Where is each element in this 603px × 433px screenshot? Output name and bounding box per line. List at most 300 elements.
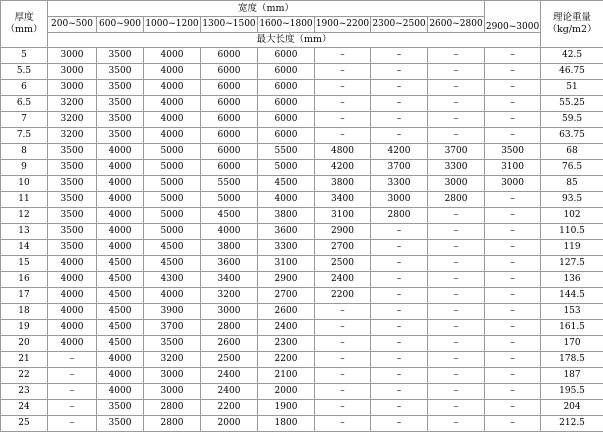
max-length-cell: – — [485, 96, 541, 112]
max-length-cell: – — [485, 80, 541, 96]
max-length-cell: – — [428, 112, 485, 128]
max-length-cell: 2700 — [258, 288, 315, 304]
max-length-cell: 3500 — [48, 160, 97, 176]
max-length-cell: 2400 — [258, 320, 315, 336]
max-length-cell: 2600 — [201, 336, 258, 352]
max-length-cell: 3800 — [258, 208, 315, 224]
max-length-cell: 5500 — [258, 144, 315, 160]
max-length-cell: 3300 — [258, 240, 315, 256]
max-length-cell: – — [371, 320, 428, 336]
max-length-cell: 5000 — [144, 208, 201, 224]
max-length-cell: 6000 — [201, 112, 258, 128]
max-length-cell: 3700 — [428, 144, 485, 160]
max-length-cell: 4000 — [144, 128, 201, 144]
max-length-cell: 4200 — [315, 160, 371, 176]
max-length-cell: – — [315, 368, 371, 384]
max-length-cell: – — [485, 320, 541, 336]
max-length-cell: 3900 — [144, 304, 201, 320]
width-range-8: 2600~2800 — [428, 17, 485, 33]
max-length-cell: – — [485, 272, 541, 288]
max-length-cell: 2800 — [371, 208, 428, 224]
width-range-9: 2900~3000 — [485, 1, 541, 33]
max-length-cell: 3600 — [201, 256, 258, 272]
max-length-cell: – — [315, 48, 371, 64]
width-range-2: 600~900 — [97, 17, 144, 33]
weight-cell: 212.5 — [541, 416, 603, 432]
max-length-cell: – — [428, 304, 485, 320]
max-length-cell: 3500 — [97, 96, 144, 112]
thickness-cell: 12 — [1, 208, 48, 224]
max-length-cell: – — [371, 368, 428, 384]
max-length-cell: 4000 — [144, 288, 201, 304]
max-length-cell: 4000 — [97, 352, 144, 368]
max-length-cell: 3400 — [201, 272, 258, 288]
max-length-cell: 3500 — [97, 48, 144, 64]
weight-cell: 178.5 — [541, 352, 603, 368]
table-row — [1, 176, 603, 192]
table-row — [1, 80, 603, 96]
max-length-cell: 2700 — [315, 240, 371, 256]
thickness-cell: 5 — [1, 48, 48, 64]
max-length-cell: – — [485, 64, 541, 80]
max-length-cell: 3100 — [485, 160, 541, 176]
max-length-cell: 2900 — [315, 224, 371, 240]
max-length-cell: 4500 — [144, 256, 201, 272]
max-length-cell: – — [485, 416, 541, 432]
weight-cell: 85 — [541, 176, 603, 192]
max-length-cell: 4500 — [97, 304, 144, 320]
max-length-cell: 6000 — [258, 80, 315, 96]
max-length-cell: 2000 — [201, 416, 258, 432]
max-length-cell: 3700 — [144, 320, 201, 336]
max-length-cell: 3500 — [97, 112, 144, 128]
weight-cell: 76.5 — [541, 160, 603, 176]
table-row — [1, 192, 603, 208]
thickness-cell: 15 — [1, 256, 48, 272]
max-length-cell: 6000 — [201, 128, 258, 144]
max-length-cell: – — [428, 320, 485, 336]
max-length-cell: 3500 — [97, 64, 144, 80]
weight-header: 理论重量 （kg/m2） — [541, 1, 603, 48]
max-length-cell: 3500 — [48, 224, 97, 240]
max-length-cell: 4500 — [97, 336, 144, 352]
max-length-cell: 3200 — [48, 112, 97, 128]
max-length-cell: 2600 — [258, 304, 315, 320]
max-length-header: 最大长度（mm） — [48, 33, 541, 48]
thickness-cell: 8 — [1, 144, 48, 160]
table-row — [1, 352, 603, 368]
max-length-cell: – — [371, 304, 428, 320]
max-length-cell: – — [48, 400, 97, 416]
max-length-cell: 5000 — [201, 192, 258, 208]
max-length-cell: 4000 — [48, 288, 97, 304]
weight-cell: 161.5 — [541, 320, 603, 336]
max-length-cell: 6000 — [258, 64, 315, 80]
max-length-cell: 3500 — [48, 240, 97, 256]
max-length-cell: – — [371, 272, 428, 288]
max-length-cell: 3300 — [371, 176, 428, 192]
max-length-cell: 6000 — [201, 48, 258, 64]
max-length-cell: – — [315, 96, 371, 112]
max-length-cell: 3100 — [315, 208, 371, 224]
thickness-cell: 21 — [1, 352, 48, 368]
thickness-cell: 7.5 — [1, 128, 48, 144]
thickness-cell: 5.5 — [1, 64, 48, 80]
max-length-cell: 4000 — [48, 304, 97, 320]
table-row — [1, 320, 603, 336]
weight-cell: 51 — [541, 80, 603, 96]
max-length-cell: 3500 — [97, 80, 144, 96]
max-length-cell: 4800 — [315, 144, 371, 160]
max-length-cell: – — [428, 96, 485, 112]
max-length-cell: 4000 — [48, 256, 97, 272]
max-length-cell: 6000 — [201, 144, 258, 160]
table-row — [1, 304, 603, 320]
max-length-cell: 3500 — [97, 416, 144, 432]
width-range-6: 1900~2200 — [315, 17, 371, 33]
max-length-cell: – — [428, 80, 485, 96]
max-length-cell: 4500 — [97, 272, 144, 288]
max-length-cell: – — [485, 288, 541, 304]
max-length-cell: – — [371, 256, 428, 272]
max-length-cell: – — [48, 352, 97, 368]
max-length-cell: – — [315, 336, 371, 352]
max-length-cell: – — [371, 96, 428, 112]
max-length-cell: 6000 — [258, 48, 315, 64]
max-length-cell: 6000 — [258, 128, 315, 144]
max-length-cell: – — [428, 336, 485, 352]
width-header: 宽度（mm） — [48, 1, 485, 17]
max-length-cell: 3700 — [371, 160, 428, 176]
thickness-cell: 18 — [1, 304, 48, 320]
max-length-cell: 4000 — [97, 192, 144, 208]
max-length-cell: – — [315, 304, 371, 320]
max-length-cell: 2200 — [258, 352, 315, 368]
max-length-cell: 3500 — [48, 208, 97, 224]
thickness-cell: 14 — [1, 240, 48, 256]
table-row — [1, 48, 603, 64]
max-length-cell: 3500 — [48, 144, 97, 160]
max-length-cell: 2500 — [201, 352, 258, 368]
table-row — [1, 384, 603, 400]
max-length-cell: 4500 — [258, 176, 315, 192]
max-length-cell: – — [428, 384, 485, 400]
max-length-cell: 2300 — [258, 336, 315, 352]
max-length-cell: – — [315, 320, 371, 336]
thickness-cell: 11 — [1, 192, 48, 208]
max-length-cell: 2400 — [201, 384, 258, 400]
max-length-cell: – — [485, 352, 541, 368]
max-length-cell: 1900 — [258, 400, 315, 416]
thickness-cell: 20 — [1, 336, 48, 352]
max-length-cell: 3500 — [144, 336, 201, 352]
weight-cell: 63.75 — [541, 128, 603, 144]
max-length-cell: 3800 — [201, 240, 258, 256]
thickness-cell: 19 — [1, 320, 48, 336]
max-length-cell: – — [371, 400, 428, 416]
thickness-cell: 6.5 — [1, 96, 48, 112]
max-length-cell: 2400 — [201, 368, 258, 384]
max-length-cell: 5000 — [144, 224, 201, 240]
table-row — [1, 400, 603, 416]
max-length-cell: 4000 — [201, 224, 258, 240]
max-length-cell: 4000 — [48, 272, 97, 288]
max-length-cell: 4000 — [48, 336, 97, 352]
thickness-header: 厚度 （mm） — [1, 1, 48, 48]
weight-cell: 68 — [541, 144, 603, 160]
max-length-cell: 3000 — [371, 192, 428, 208]
max-length-cell: 4000 — [97, 208, 144, 224]
table-row — [1, 336, 603, 352]
table-row — [1, 160, 603, 176]
table-row — [1, 144, 603, 160]
max-length-cell: – — [485, 368, 541, 384]
max-length-cell: 3000 — [144, 368, 201, 384]
width-range-5: 1600~1800 — [258, 17, 315, 33]
max-length-cell: – — [428, 128, 485, 144]
max-length-cell: 5500 — [201, 176, 258, 192]
max-length-cell: 4000 — [144, 80, 201, 96]
max-length-cell: – — [428, 48, 485, 64]
max-length-cell: 6000 — [258, 112, 315, 128]
max-length-cell: – — [428, 256, 485, 272]
max-length-cell: – — [428, 368, 485, 384]
max-length-cell: 3200 — [144, 352, 201, 368]
table-row — [1, 128, 603, 144]
width-range-7: 2300~2500 — [371, 17, 428, 33]
weight-cell: 42.5 — [541, 48, 603, 64]
max-length-cell: 3000 — [428, 176, 485, 192]
max-length-cell: 5000 — [144, 192, 201, 208]
max-length-cell: 5000 — [258, 160, 315, 176]
max-length-cell: – — [315, 400, 371, 416]
max-length-cell: 4000 — [97, 368, 144, 384]
max-length-cell: 2200 — [201, 400, 258, 416]
max-length-cell: 3300 — [428, 160, 485, 176]
max-length-cell: 3000 — [485, 176, 541, 192]
thickness-cell: 17 — [1, 288, 48, 304]
weight-cell: 127.5 — [541, 256, 603, 272]
max-length-cell: – — [371, 48, 428, 64]
max-length-cell: – — [371, 64, 428, 80]
max-length-cell: – — [315, 352, 371, 368]
weight-cell: 187 — [541, 368, 603, 384]
max-length-cell: – — [48, 368, 97, 384]
max-length-cell: 3500 — [48, 176, 97, 192]
max-length-cell: 5000 — [144, 160, 201, 176]
max-length-cell: 3000 — [48, 80, 97, 96]
max-length-cell: 4000 — [97, 176, 144, 192]
max-length-cell: – — [371, 224, 428, 240]
weight-cell: 144.5 — [541, 288, 603, 304]
weight-cell: 46.75 — [541, 64, 603, 80]
weight-cell: 170 — [541, 336, 603, 352]
max-length-cell: 2800 — [144, 400, 201, 416]
max-length-cell: 4000 — [97, 160, 144, 176]
weight-cell: 102 — [541, 208, 603, 224]
thickness-cell: 10 — [1, 176, 48, 192]
max-length-cell: – — [371, 416, 428, 432]
max-length-cell: 4000 — [97, 240, 144, 256]
weight-cell: 195.5 — [541, 384, 603, 400]
weight-cell: 136 — [541, 272, 603, 288]
max-length-cell: – — [315, 64, 371, 80]
max-length-cell: – — [428, 208, 485, 224]
max-length-cell: – — [315, 80, 371, 96]
max-length-cell: – — [371, 384, 428, 400]
table-row — [1, 256, 603, 272]
max-length-cell: – — [485, 192, 541, 208]
max-length-cell: – — [485, 400, 541, 416]
table-row — [1, 288, 603, 304]
max-length-cell: – — [315, 416, 371, 432]
max-length-cell: 2100 — [258, 368, 315, 384]
max-length-cell: 6000 — [201, 80, 258, 96]
max-length-cell: – — [371, 80, 428, 96]
thickness-cell: 25 — [1, 416, 48, 432]
max-length-cell: 4300 — [144, 272, 201, 288]
table-row — [1, 64, 603, 80]
max-length-cell: 1800 — [258, 416, 315, 432]
weight-cell: 153 — [541, 304, 603, 320]
max-length-cell: – — [371, 240, 428, 256]
weight-cell: 93.5 — [541, 192, 603, 208]
max-length-cell: – — [428, 352, 485, 368]
table-row — [1, 416, 603, 432]
max-length-cell: 3000 — [144, 384, 201, 400]
max-length-cell: – — [428, 64, 485, 80]
max-length-cell: 4500 — [144, 240, 201, 256]
max-length-cell: 3000 — [201, 304, 258, 320]
max-length-cell: 4000 — [144, 64, 201, 80]
max-length-cell: 5000 — [144, 144, 201, 160]
max-length-cell: 6000 — [201, 160, 258, 176]
max-length-cell: 2500 — [315, 256, 371, 272]
max-length-cell: – — [485, 112, 541, 128]
max-length-cell: – — [485, 336, 541, 352]
max-length-cell: 2000 — [258, 384, 315, 400]
max-length-cell: 3400 — [315, 192, 371, 208]
max-length-cell: 3500 — [485, 144, 541, 160]
table-row — [1, 368, 603, 384]
max-length-cell: 4000 — [144, 112, 201, 128]
max-length-cell: 2900 — [258, 272, 315, 288]
weight-cell: 55.25 — [541, 96, 603, 112]
max-length-cell: 3000 — [48, 48, 97, 64]
max-length-cell: 4000 — [97, 384, 144, 400]
max-length-cell: 3100 — [258, 256, 315, 272]
max-length-cell: 6000 — [201, 64, 258, 80]
thickness-cell: 24 — [1, 400, 48, 416]
max-length-cell: 4500 — [201, 208, 258, 224]
max-length-cell: 6000 — [201, 96, 258, 112]
max-length-cell: 3200 — [48, 128, 97, 144]
max-length-cell: – — [428, 272, 485, 288]
max-length-cell: 4500 — [97, 288, 144, 304]
max-length-cell: – — [485, 240, 541, 256]
max-length-cell: – — [485, 304, 541, 320]
max-length-cell: 3000 — [48, 64, 97, 80]
max-length-cell: 3800 — [315, 176, 371, 192]
max-length-cell: 4200 — [371, 144, 428, 160]
table-row — [1, 112, 603, 128]
max-length-cell: 4000 — [97, 144, 144, 160]
max-length-cell: 4000 — [144, 96, 201, 112]
max-length-cell: – — [371, 336, 428, 352]
max-length-cell: – — [428, 288, 485, 304]
max-length-cell: 4500 — [97, 320, 144, 336]
max-length-cell: – — [485, 48, 541, 64]
max-length-cell: – — [485, 384, 541, 400]
max-length-cell: – — [371, 128, 428, 144]
max-length-cell: – — [315, 112, 371, 128]
weight-cell: 59.5 — [541, 112, 603, 128]
max-length-cell: 4000 — [48, 320, 97, 336]
max-length-cell: 3500 — [48, 192, 97, 208]
max-length-cell: 4000 — [144, 48, 201, 64]
max-length-cell: 4000 — [258, 192, 315, 208]
max-length-cell: 2400 — [315, 272, 371, 288]
thickness-cell: 23 — [1, 384, 48, 400]
max-length-cell: 5000 — [144, 176, 201, 192]
thickness-cell: 16 — [1, 272, 48, 288]
max-length-cell: 3500 — [97, 128, 144, 144]
max-length-cell: 2800 — [428, 192, 485, 208]
max-length-cell: – — [371, 352, 428, 368]
max-length-cell: – — [485, 128, 541, 144]
thickness-cell: 13 — [1, 224, 48, 240]
max-length-cell: 3200 — [201, 288, 258, 304]
width-range-3: 1000~1200 — [144, 17, 201, 33]
weight-cell: 110.5 — [541, 224, 603, 240]
max-length-cell: 2200 — [315, 288, 371, 304]
weight-cell: 119 — [541, 240, 603, 256]
max-length-cell: – — [428, 240, 485, 256]
weight-cell: 204 — [541, 400, 603, 416]
thickness-cell: 7 — [1, 112, 48, 128]
max-length-cell: – — [428, 224, 485, 240]
max-length-cell: – — [48, 384, 97, 400]
width-range-1: 200~500 — [48, 17, 97, 33]
max-length-cell: – — [485, 256, 541, 272]
max-length-cell: 3600 — [258, 224, 315, 240]
max-length-cell: – — [428, 400, 485, 416]
max-length-cell: – — [315, 384, 371, 400]
max-length-cell: 2800 — [201, 320, 258, 336]
table-row — [1, 272, 603, 288]
table-row — [1, 224, 603, 240]
max-length-cell: 2800 — [144, 416, 201, 432]
max-length-cell: – — [48, 416, 97, 432]
max-length-cell: – — [315, 128, 371, 144]
max-length-cell: – — [485, 224, 541, 240]
thickness-cell: 22 — [1, 368, 48, 384]
thickness-cell: 9 — [1, 160, 48, 176]
max-length-cell: – — [485, 208, 541, 224]
spec-table-body — [1, 48, 603, 432]
table-row — [1, 208, 603, 224]
width-range-4: 1300~1500 — [201, 17, 258, 33]
max-length-cell: 4000 — [97, 224, 144, 240]
table-row — [1, 240, 603, 256]
table-row — [1, 96, 603, 112]
max-length-cell: 3200 — [48, 96, 97, 112]
max-length-cell: – — [371, 112, 428, 128]
max-length-cell: – — [428, 416, 485, 432]
max-length-cell: 6000 — [258, 96, 315, 112]
max-length-cell: 3500 — [97, 400, 144, 416]
thickness-cell: 6 — [1, 80, 48, 96]
